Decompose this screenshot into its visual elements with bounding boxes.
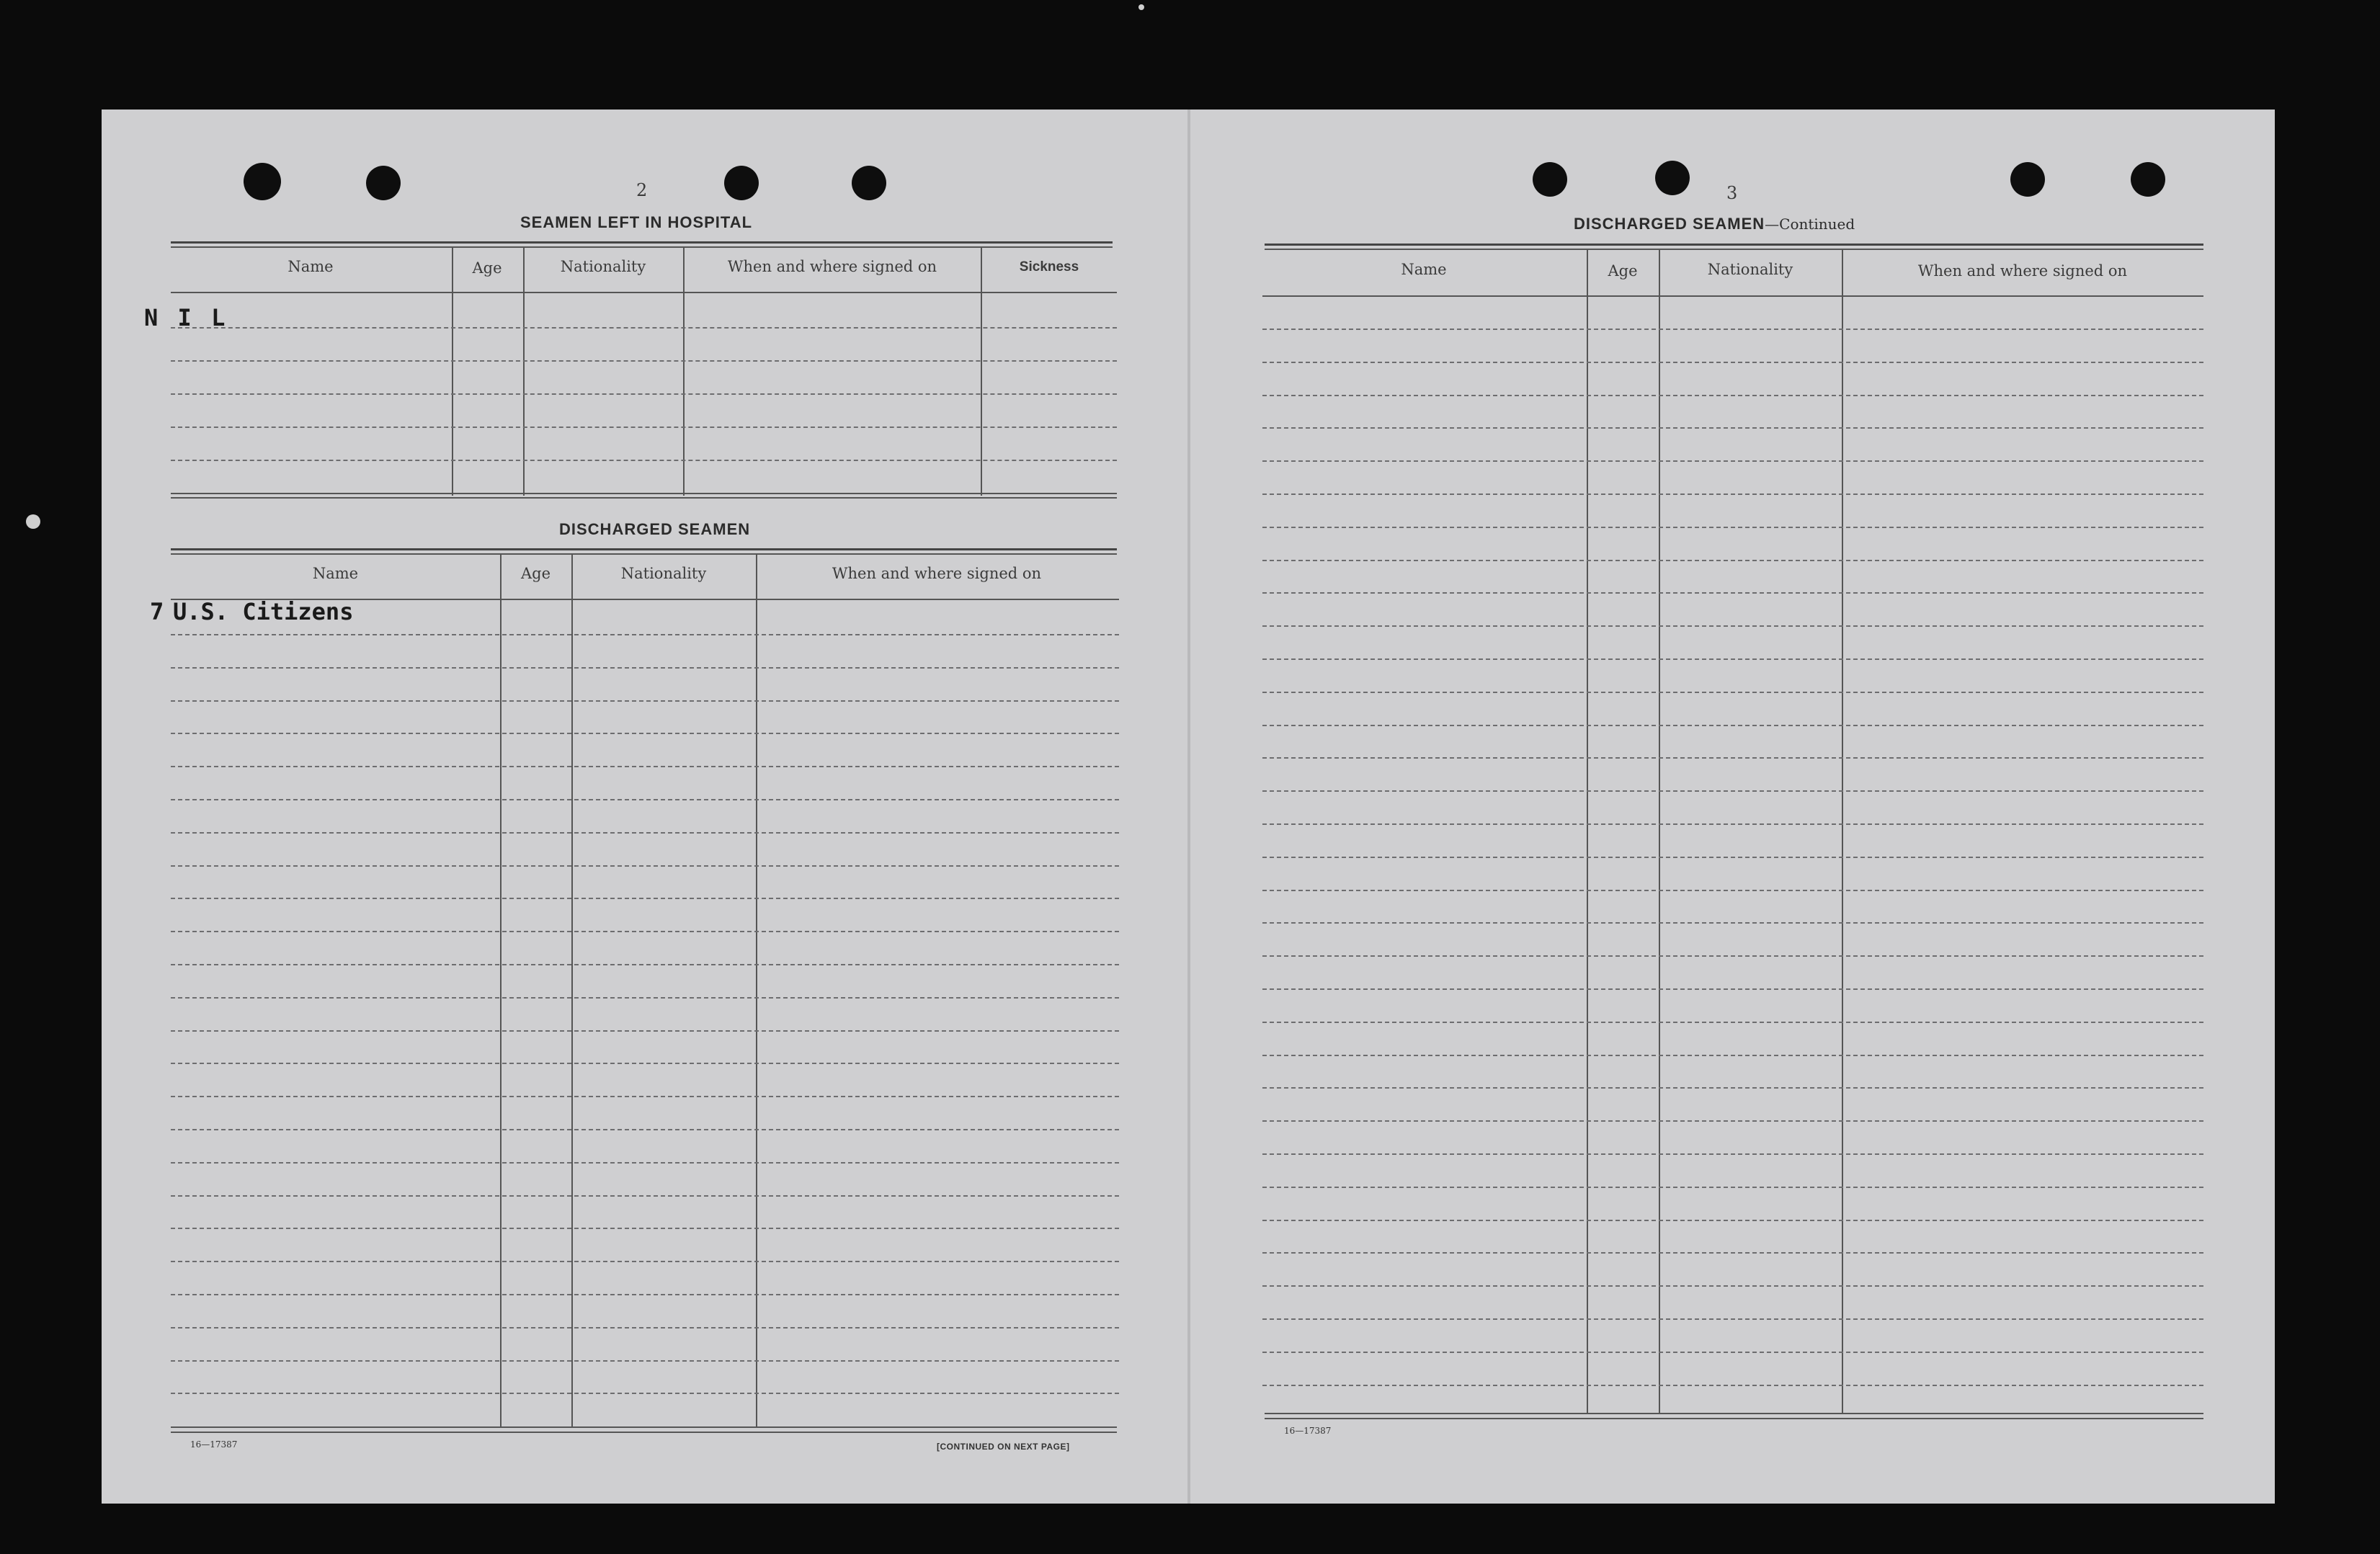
column-divider bbox=[1587, 250, 1588, 1414]
row-line bbox=[1262, 1153, 2203, 1155]
row-line bbox=[1262, 890, 2203, 891]
binder-hole bbox=[2010, 162, 2045, 197]
row-line bbox=[171, 1360, 1119, 1362]
discharged-entry-count: 7 bbox=[150, 598, 164, 625]
column-header-name: Name bbox=[1401, 261, 1447, 278]
row-line bbox=[1262, 790, 2203, 792]
column-header-age: Age bbox=[472, 259, 502, 277]
section-end-rule bbox=[1265, 1418, 2203, 1419]
row-line bbox=[171, 799, 1119, 800]
header-rule bbox=[171, 246, 1113, 248]
section-end-rule bbox=[171, 497, 1117, 499]
row-line bbox=[171, 1327, 1119, 1329]
header-rule bbox=[1265, 244, 2203, 246]
column-divider bbox=[683, 247, 685, 496]
hospital-section-title: SEAMEN LEFT IN HOSPITAL bbox=[520, 213, 753, 231]
row-line bbox=[171, 733, 1119, 734]
discharged-section-title: DISCHARGED SEAMEN bbox=[559, 520, 751, 538]
right-page bbox=[1190, 110, 2275, 1504]
row-line bbox=[171, 931, 1119, 932]
row-line bbox=[1262, 1120, 2203, 1122]
row-line bbox=[171, 667, 1119, 669]
row-line bbox=[1262, 1055, 2203, 1056]
column-header-rule bbox=[171, 292, 1117, 293]
row-line bbox=[1262, 362, 2203, 363]
section-end-rule bbox=[171, 1426, 1117, 1428]
row-line bbox=[171, 634, 1119, 635]
row-line bbox=[1262, 1087, 2203, 1089]
row-line bbox=[1262, 857, 2203, 858]
row-line bbox=[1262, 460, 2203, 462]
continued-note: [CONTINUED ON NEXT PAGE] bbox=[937, 1442, 1070, 1452]
speck bbox=[26, 514, 40, 529]
column-header-age: Age bbox=[520, 565, 551, 582]
column-divider bbox=[756, 555, 757, 1428]
row-line bbox=[1262, 560, 2203, 561]
form-code: 16—17387 bbox=[1284, 1426, 1332, 1436]
row-line bbox=[1262, 1252, 2203, 1254]
binder-hole bbox=[852, 166, 886, 200]
binder-hole bbox=[2131, 162, 2165, 197]
column-header-rule bbox=[1262, 295, 2203, 297]
binder-hole bbox=[724, 166, 759, 200]
row-line bbox=[1262, 955, 2203, 957]
row-line bbox=[171, 766, 1119, 767]
page-number: 2 bbox=[636, 180, 648, 200]
row-line bbox=[1262, 329, 2203, 330]
column-divider bbox=[981, 247, 982, 496]
column-header-signed-on: When and where signed on bbox=[727, 258, 937, 275]
row-line bbox=[171, 1030, 1119, 1032]
column-header-age: Age bbox=[1608, 262, 1638, 280]
row-line bbox=[1262, 725, 2203, 726]
section-end-rule bbox=[171, 493, 1117, 494]
row-line bbox=[1262, 922, 2203, 924]
header-rule bbox=[1265, 249, 2203, 250]
column-header-name: Name bbox=[312, 565, 359, 582]
row-line bbox=[171, 832, 1119, 834]
row-line bbox=[1262, 1187, 2203, 1188]
row-line bbox=[171, 1162, 1119, 1164]
row-line bbox=[171, 898, 1119, 899]
row-line bbox=[171, 964, 1119, 965]
page-number: 3 bbox=[1726, 183, 1738, 203]
row-line bbox=[1262, 1022, 2203, 1023]
row-line bbox=[1262, 494, 2203, 495]
row-line bbox=[171, 1393, 1119, 1394]
row-line bbox=[171, 865, 1119, 867]
row-line bbox=[1262, 1220, 2203, 1221]
section-end-rule bbox=[171, 1432, 1117, 1433]
column-header-name: Name bbox=[288, 258, 334, 275]
column-divider bbox=[571, 555, 573, 1428]
column-header-sickness: Sickness bbox=[1019, 259, 1079, 274]
binder-hole bbox=[1655, 161, 1690, 195]
row-line bbox=[1262, 1385, 2203, 1386]
header-rule bbox=[171, 241, 1113, 244]
section-end-rule bbox=[1265, 1413, 2203, 1414]
row-line bbox=[1262, 1352, 2203, 1353]
column-header-nationality: Nationality bbox=[1707, 261, 1793, 278]
row-line bbox=[171, 1195, 1119, 1197]
header-rule bbox=[171, 553, 1117, 555]
discharged-entry-text: U.S. Citizens bbox=[173, 598, 354, 625]
row-line bbox=[1262, 1318, 2203, 1320]
row-line bbox=[1262, 427, 2203, 429]
column-header-nationality: Nationality bbox=[620, 565, 707, 582]
row-line bbox=[171, 997, 1119, 999]
column-header-signed-on: When and where signed on bbox=[1917, 262, 2128, 280]
row-line bbox=[171, 427, 1117, 428]
binder-hole bbox=[366, 166, 401, 200]
column-divider bbox=[1659, 250, 1660, 1414]
row-line bbox=[171, 1261, 1119, 1262]
row-line bbox=[171, 1294, 1119, 1295]
discharged-continued-title bbox=[1574, 215, 1855, 233]
header-rule bbox=[171, 548, 1117, 550]
column-header-signed-on: When and where signed on bbox=[832, 565, 1042, 582]
row-line bbox=[171, 700, 1119, 702]
row-line bbox=[171, 1063, 1119, 1064]
row-line bbox=[1262, 658, 2203, 660]
form-code: 16—17387 bbox=[190, 1439, 238, 1450]
binder-hole bbox=[244, 163, 281, 200]
row-line bbox=[1262, 395, 2203, 396]
row-line bbox=[1262, 527, 2203, 528]
row-line bbox=[171, 360, 1117, 362]
binder-hole bbox=[1533, 162, 1567, 197]
column-divider bbox=[452, 247, 453, 496]
column-divider bbox=[1842, 250, 1843, 1414]
title-suffix: —Continued bbox=[1765, 215, 1855, 233]
title-main: DISCHARGED SEAMEN bbox=[1574, 215, 1765, 233]
page-spine bbox=[1187, 110, 1190, 1504]
row-line bbox=[1262, 592, 2203, 594]
row-line bbox=[171, 1129, 1119, 1130]
row-line bbox=[171, 1096, 1119, 1097]
row-line bbox=[1262, 823, 2203, 825]
column-divider bbox=[500, 555, 502, 1428]
row-line bbox=[171, 460, 1117, 461]
row-line bbox=[171, 327, 1117, 329]
row-line bbox=[1262, 757, 2203, 759]
row-line bbox=[171, 1228, 1119, 1229]
row-line bbox=[1262, 625, 2203, 627]
column-header-nationality: Nationality bbox=[560, 258, 646, 275]
row-line bbox=[171, 393, 1117, 395]
row-line bbox=[1262, 692, 2203, 693]
row-line bbox=[1262, 988, 2203, 990]
speck bbox=[1138, 4, 1144, 10]
hospital-entry-text: N I L bbox=[144, 304, 228, 331]
row-line bbox=[1262, 1285, 2203, 1287]
column-divider bbox=[523, 247, 525, 496]
